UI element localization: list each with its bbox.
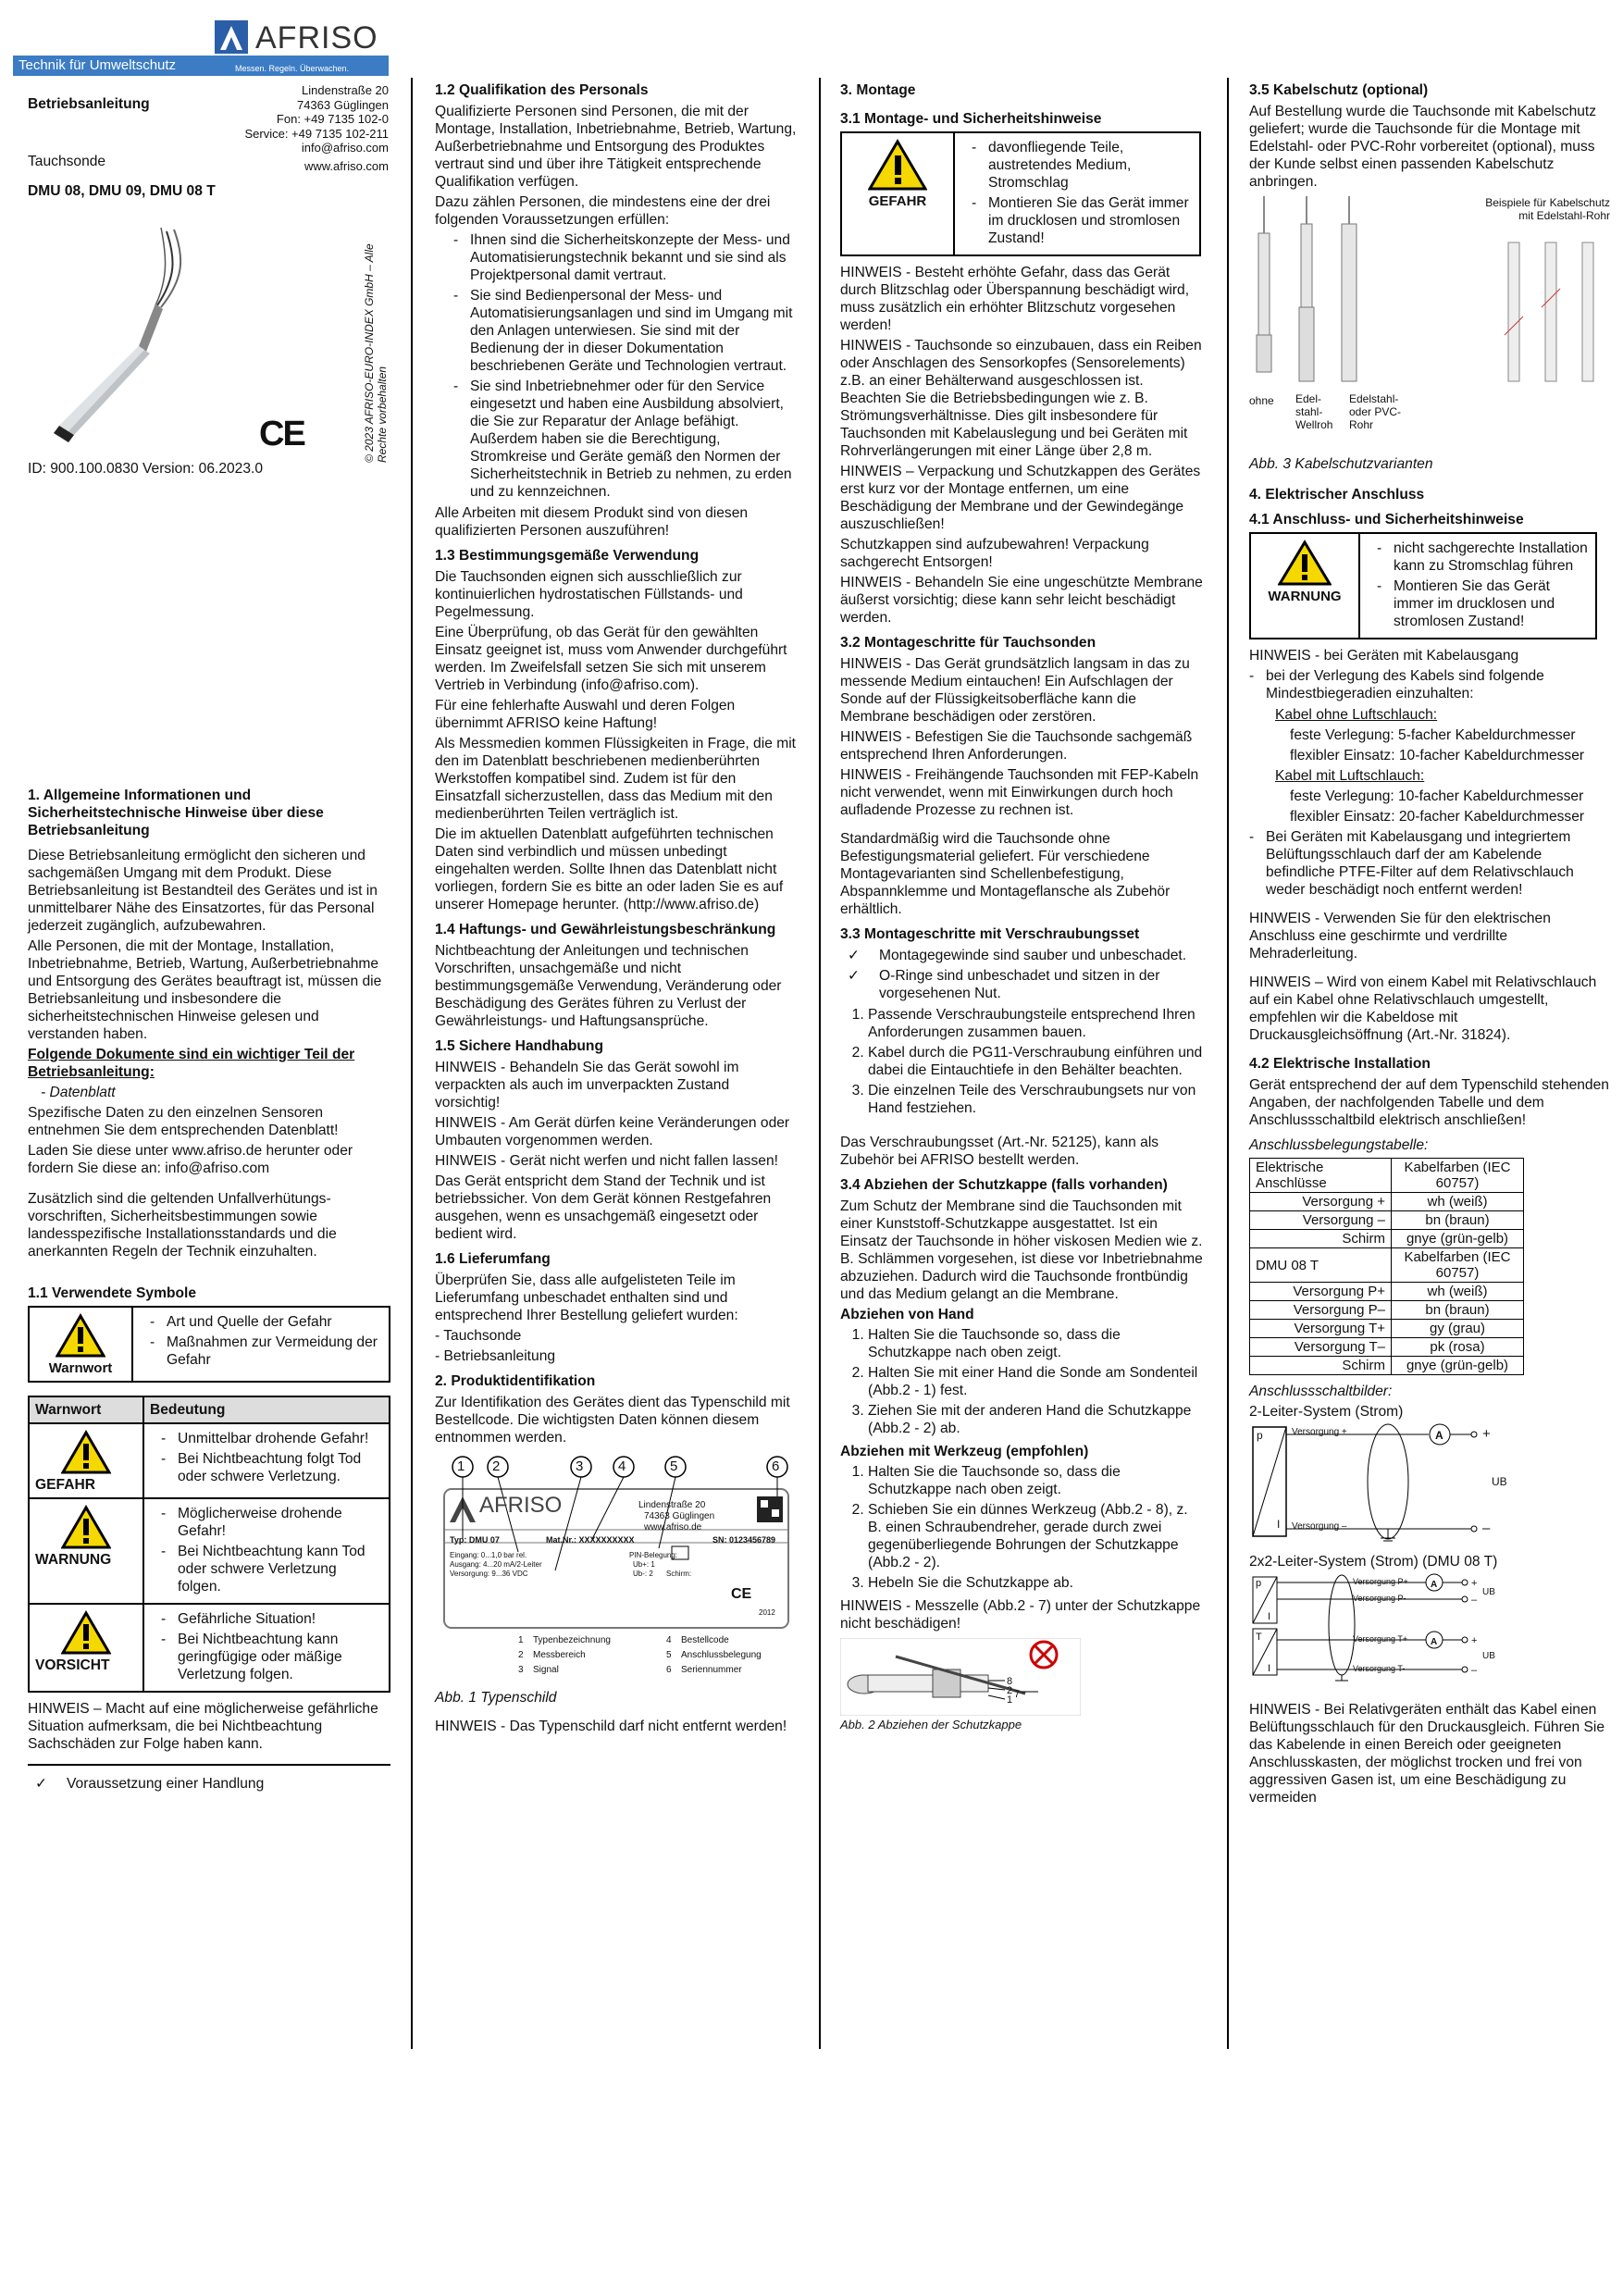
list-item: - Möglicherweise drohende Gefahr! [150,1505,383,1540]
step-item: 3. Ziehen Sie mit der anderen Hand die Schutzkappe (Abb.2 - 2) ab. [868,1402,1203,1437]
table-cell: Versorgung + [1250,1193,1392,1211]
hinweis-note: HINWEIS - bei Geräten mit Kabelausgang [1249,648,1519,664]
product-models: DMU 08, DMU 09, DMU 08 T [28,183,216,199]
diagram-label: p [1256,1578,1262,1589]
paragraph: Nichtbeachtung der Anleitungen und technischen Vorschriften, unsachgemäße und nicht bestimmungsgemäße Verwendung, Veränderung oder Beschädigung des Gerätes führen zu Verlust der Gewährleistungs- und Haftungsansprüche. [435,943,782,1029]
table-header: Bedeutung [143,1396,390,1423]
diagram-label: Versorgung P+ [1353,1577,1408,1586]
product-name: Tauchsonde [28,154,106,169]
list-item: - Tauchsonde [435,1328,522,1344]
paragraph: feste Verlegung: 10-facher Kabeldurchmesser [1290,788,1584,804]
table-cell: Versorgung P+ [1250,1283,1392,1301]
hinweis-note: HINWEIS - Das Gerät grundsätzlich langsam in das zu messende Medium eintauchen! Ein Aufschlagen der Sonde auf der Flüssigkeitsoberfläche kann die Membrane beschädigen oder zerstören. [840,656,1190,725]
table-cell: DMU 08 T [1250,1248,1392,1283]
figure-label: Edelstahl-oder PVC-Rohr [1349,392,1402,431]
address-block [231,83,389,173]
address-line: 74363 Güglingen [296,97,389,112]
figure-number: 7 [1014,1689,1021,1700]
step-item: 1. Halten Sie die Tauchsonde so, dass die Schutzkappe nach oben zeigt. [868,1326,1203,1361]
table-cell: gy (grau) [1392,1320,1524,1338]
paragraph: Auf Bestellung wurde die Tauchsonde mit Kabelschutz geliefert; wurde die Tauchsonde für die Montage mit Edelstahl- oder PVC-Rohr vorbereitet (optional), muss der Kunde selbst einen passenden Kabelschutz anbringen. [1249,104,1597,190]
paragraph: Eine Überprüfung, ob das Gerät für den gewählten Einsatz geeignet ist, muss vom Anwender durchgeführt werden. Im Zweifelsfall setzen Sie sich mit unserem Vertrieb in Verbindung (info@afriso.com). [435,625,787,693]
paragraph: flexibler Einsatz: 10-facher Kabeldurchmesser [1290,748,1585,763]
legend-num: 4 [666,1635,672,1645]
check-item: ✓ Montagegewinde sind sauber und unbeschadet. [840,947,1203,964]
table-cell [143,1423,390,1498]
hinweis-note: HINWEIS – Wird von einem Kabel mit Relativschlauch auf ein Kabel ohne Relativschlauch umgestellt, empfehlen wir die Kabeldose mit Druckausgleichsöffnung (Art.-Nr. 31824). [1249,974,1597,1043]
table-cell: wh (weiß) [1392,1193,1524,1211]
list-item: - Montieren Sie das Gerät immer im drucklosen und stromlosen Zustand! [1366,577,1590,630]
section-16-title: 1.6 Lieferumfang [435,1251,551,1267]
table-cell: pk (rosa) [1392,1338,1524,1357]
tool-title: Abziehen mit Werkzeug (empfohlen) [840,1444,1089,1459]
vorsicht-label: VORSICHT [35,1657,110,1673]
paragraph: Die im aktuellen Datenblatt aufgeführten technischen Daten sind verbindlich und müssen unbedingt eingehalten werden. Sollte Ihnen das Datenblatt nicht vorliegen, fordern Sie es bitte an oder laden Sie es auf unserer Homepage herunter. (http://www.afriso.de) [435,826,784,912]
figure-number: 1 [1007,1694,1013,1706]
plate-year: 2012 [759,1608,775,1617]
plate-eingang: Eingang: 0...1,0 bar rel. [450,1551,527,1559]
paragraph: Laden Sie diese unter www.afriso.de herunter oder fordern Sie diese an: info@afriso.com [28,1143,353,1176]
figure-label: Beispiele für Kabelschutz mit Edelstahl-Rohr [1485,196,1610,222]
gefahr-symbol [842,133,955,254]
plate-matnr: Mat.Nr.: XXXXXXXXXX [546,1535,635,1545]
legend-label: Bestellcode [681,1635,729,1645]
divider [28,1764,390,1766]
banner [13,56,389,76]
figure-label: ohne [1249,394,1274,407]
gefahr-label: GEFAHR [868,193,927,209]
list-item: - Art und Quelle der Gefahr [139,1313,383,1331]
callout-number: 6 [772,1458,780,1474]
paragraph: Qualifizierte Personen sind Personen, die mit der Montage, Installation, Inbetriebnahme, Betrieb, Wartung, Außerbetriebnahme und Entsorgung des Produktes vertraut sind und über ihre Tätigkeit entsprechende Qualifikation verfügen. [435,104,797,190]
list-item: - Sie sind Inbetriebnehmer oder für den Service eingesetzt und haben eine Ausbildung absolviert, die Sie zur Reparatur der Anlage befähigt. Außerdem haben sie die Berechtigung, Stromkreise und Geräte gemäß den Normen der Sicherheitstechnik in Betrieb zu nehmen, zu erden und zu kennzeichnen. [442,378,798,501]
diagram-label: UB [1492,1475,1507,1488]
figure-number: 8 [1007,1676,1013,1687]
paragraph: feste Verlegung: 5-facher Kabeldurchmesser [1290,727,1576,743]
section-1-title: 1. Allgemeine Informationen und Sicherheitstechnische Hinweise über diese Betriebsanleitung [28,788,324,838]
wiring-diagram-2x2wire [1249,1573,1527,1684]
diagram-label: – [1482,1520,1491,1536]
step-item: 2. Kabel durch die PG11-Verschraubung einführen und dabei die Eintauchtiefe in den Behälter beachten. [868,1044,1203,1079]
plate-ub-minus: Ub-: 2 [633,1570,653,1578]
section-3-title: 3. Montage [840,82,916,98]
diagram-label: I [1277,1518,1281,1531]
section-14-title: 1.4 Haftungs- und Gewährleistungsbeschränkung [435,922,776,937]
gefahr-cell [29,1423,143,1498]
hinweis-note: HINWEIS - Das Typenschild darf nicht entfernt werden! [435,1719,787,1734]
diagram-label: – [1471,1595,1478,1606]
step-item: 2. Halten Sie mit einer Hand die Sonde am Sondenteil (Abb.2 - 1) fest. [868,1364,1203,1399]
step-item: 3. Hebeln Sie die Schutzkappe ab. [868,1574,1203,1592]
figure-caption: Abb. 3 Kabelschutzvarianten [1249,456,1433,472]
list-item: - Bei Nichtbeachtung folgt Tod oder schwere Verletzung. [150,1450,383,1485]
gefahr-box [840,131,1201,256]
doc-item-label: Datenblatt [49,1085,116,1100]
plate-ausgang: Ausgang: 4...20 mA/2-Leiter [450,1560,542,1569]
table-cell: Versorgung P– [1250,1301,1392,1320]
section-35-title: 3.5 Kabelschutz (optional) [1249,82,1429,98]
table-cell: gnye (grün-gelb) [1392,1357,1524,1375]
cable-protection-figure [1249,196,1612,474]
symbol-legend-box [28,1306,390,1383]
diagram-label: I [1268,1663,1271,1674]
paragraph: Alle Arbeiten mit diesem Produkt sind von diesen qualifizierten Personen auszuführen! [435,505,749,539]
address-line: Service: +49 7135 102-211 [244,126,389,141]
warning-triangle-icon [868,139,927,191]
table-cell: Versorgung – [1250,1211,1392,1230]
list-item: - davonfliegende Teile, austretendes Medium, Stromschlag [960,139,1194,192]
product-image [37,222,241,444]
figure-number: 2 [1007,1685,1013,1696]
hinweis-note: HINWEIS - Tauchsonde so einzubauen, dass ein Reiben oder Anschlagen des Sensorkopfes (Sensorelements) z.B. an einer Behälterwand ausgeschlossen ist. Beachten Sie die Betriebsbedingungen wie z. B. Strömungsverhältnisse. Dies gilt insbesondere für Tauchsonden mit Kabelauslegung und bei Geräten mit Rohrverlängerungen mit einer Länge über 2,8 m. [840,338,1202,459]
column-1 [28,779,390,1796]
step-item: 3. Die einzelnen Teile des Verschraubungsets nur von Hand festziehen. [868,1082,1203,1117]
diagram-label: Versorgung – [1292,1521,1347,1532]
paragraph: Dazu zählen Personen, die mindestens eine der drei folgenden Voraussetzungen erfüllen: [435,194,771,228]
subheading [840,1306,1203,1323]
warning-triangle-icon [1278,540,1332,586]
list-item: - Maßnahmen zur Vermeidung der Gefahr [139,1334,383,1369]
section-42-title: 4.2 Elektrische Installation [1249,1056,1431,1072]
hinweis-note: HINWEIS - Verwenden Sie für den elektrischen Anschluss eine geschirmte und verdrillte Mehraderleitung. [1249,911,1551,962]
table-cell: Kabelfarben (IEC 60757) [1392,1159,1524,1193]
connection-table [1249,1158,1524,1375]
table-cell: wh (weiß) [1392,1283,1524,1301]
check-item: ✓ O-Ringe sind unbeschadet und sitzen in der vorgesehenen Nut. [840,967,1203,1002]
figure-label: Edel-stahl-Wellroh [1295,392,1333,431]
section-15-title: 1.5 Sichere Handhabung [435,1038,603,1054]
list-item: - Sie sind Bedienpersonal der Mess- und Automatisierungsanlagen und sind im Umgang mit den Anlagen unterwiesen. Sie sind mit der Bedienung der in dieser Dokumentation beschriebenen Geräte und Technologien vertraut. [442,287,798,375]
paragraph: Zur Identifikation des Gerätes dient das Typenschild mit Bestellcode. Die wichtigsten Daten können diesem entnommen werden. [435,1395,790,1446]
table-cell: Schirm [1250,1230,1392,1248]
diagram-title: 2-Leiter-System (Strom) [1249,1404,1404,1420]
table-cell: bn (braun) [1392,1211,1524,1230]
legend-label: Signal [533,1665,559,1675]
address-line: www.afriso.com [304,158,389,173]
legend-label: Seriennummer [681,1665,742,1675]
diagram-label: + [1471,1635,1478,1646]
section-34-title: 3.4 Abziehen der Schutzkappe (falls vorhanden) [840,1177,1168,1193]
warnung-text [1360,534,1595,638]
section-33-title: 3.3 Montageschritte mit Verschraubungsset [840,926,1140,942]
cap-removal-drawing [840,1638,1081,1716]
callout-number: 4 [618,1458,626,1474]
paragraph: Zusätzlich sind die geltenden Unfallverhütungs-vorschriften, Sicherheitsbestimmungen sowie landesspezifische Installationsstandards und die anerkannten Regeln der Technik einzuhalten. [28,1191,337,1260]
section-13-title: 1.3 Bestimmungsgemäße Verwendung [435,548,700,564]
address-line: Fon: +49 7135 102-0 [276,112,389,126]
address-line: Lindenstraße 20 [302,83,389,97]
paragraph: Das Gerät entspricht dem Stand der Technik und ist betriebssicher. Von dem Gerät können Restgefahren ausgehen, wenn es unsachgemäß eingesetzt oder bedient wird. [435,1173,772,1242]
diagram-label: + [1471,1578,1478,1589]
section-12-title: 1.2 Qualifikation des Personals [435,82,649,98]
cable-subheading: Kabel ohne Luftschlauch: [1275,707,1438,723]
address-line: info@afriso.com [301,141,389,155]
warning-triangle-icon [61,1610,111,1655]
table-cell: Elektrische Anschlüsse [1250,1159,1392,1193]
column-2 [435,78,798,1738]
figure-caption: Abb. 1 Typenschild [435,1690,557,1706]
section-2-title: 2. Produktidentifikation [435,1373,596,1389]
column-divider [1227,78,1229,2049]
copyright: © 2023 AFRISO-EURO-INDEX GmbH – Alle Rechte vorbehalten [363,243,389,463]
paragraph: Gerät entsprechend der auf dem Typenschild stehenden Angaben, der nachfolgenden Tabelle und dem Anschlussschaltbild elektrisch anschließen! [1249,1077,1609,1128]
doc-item: - Datenblatt [41,1085,116,1100]
callout-number: 2 [492,1458,501,1474]
warnung-label: WARNUNG [1268,589,1342,604]
banner-text: Technik für Umweltschutz [19,57,177,73]
hinweis-note: HINWEIS - Am Gerät dürfen keine Veränderungen oder Umbauten vorgenommen werden. [435,1115,790,1148]
legend-num: 5 [666,1650,672,1660]
list-item: - Montieren Sie das Gerät immer im drucklosen und stromlosen Zustand! [960,194,1194,247]
column-4 [1249,78,1612,1809]
paragraph: Standardmäßig wird die Tauchsonde ohne Befestigungsmaterial geliefert. Für verschiedene Montagevarianten sind Schellenbefestigung, Abspannklemme und Montageflansche als Zubehör erhältlich. [840,831,1171,917]
step-item: 1. Passende Verschraubungsteile entsprechend Ihren Anforderungen zusammen bauen. [868,1006,1203,1041]
symbol-legend-text [133,1308,389,1381]
plate-legend [518,1633,777,1678]
diagram-label: Versorgung + [1292,1427,1347,1437]
type-plate-figure [435,1456,798,1683]
diagram-label: T [1256,1632,1262,1643]
list-item: - Bei Nichtbeachtung kann Tod oder schwere Verletzung folgen. [150,1543,383,1595]
diagram-label: Versorgung T+ [1353,1634,1408,1644]
legend-num: 1 [518,1635,524,1645]
hinweis-note: HINWEIS - Besteht erhöhte Gefahr, dass das Gerät durch Blitzschlag oder Überspannung beschädigt wird, muss zusätzlich ein erhöhter Blitzschutz vorgesehen werden! [840,265,1190,333]
hinweis-note: HINWEIS - Behandeln Sie eine ungeschützte Membrane äußerst vorsichtig; diese kann sehr leicht beschädigt werden. [840,575,1203,626]
list-item: - Ihnen sind die Sicherheitskonzepte der Mess- und Automatisierungstechnik bekannt und sie sind als Projektpersonal damit vertraut. [442,231,798,284]
hinweis-note: HINWEIS - Freihängende Tauchsonden mit FEP-Kabeln nicht verwendet, wenn mit Einwirkungen durch hoch aufladende Prozesse zu rechnen ist. [840,767,1199,818]
table-caption: Anschlussbelegungstabelle: [1249,1137,1429,1153]
warnung-box [1249,532,1597,639]
legend-label: Messbereich [533,1650,586,1660]
step-item: 1. Halten Sie die Tauchsonde so, dass die Schutzkappe nach oben zeigt. [868,1463,1203,1498]
diagram-label: UB [1482,1651,1495,1661]
cap-removal-figure [840,1638,1081,1716]
plate-addr: Lindenstraße 20 [638,1500,706,1510]
callout-number: 5 [670,1458,678,1474]
plate-typ: Typ: DMU 07 [450,1535,500,1545]
diagram-label: p [1257,1429,1263,1442]
table-cell [143,1604,390,1692]
warnwort-symbol [30,1308,133,1381]
legend-label: Typenbezeichnung [533,1635,611,1645]
column-3 [840,78,1203,1736]
warning-triangle-icon [61,1505,111,1549]
paragraph: Schutzkappen sind aufzubewahren! Verpackung sachgerecht Entsorgen! [840,537,1149,570]
brand-logo [215,19,390,57]
plate-versorgung: Versorgung: 9...36 VDC [450,1570,528,1578]
hand-title: Abziehen von Hand [840,1307,974,1322]
legend-num: 2 [518,1650,524,1660]
list-item-label: Betriebsanleitung [443,1348,556,1364]
hinweis-note: HINWEIS - Gerät nicht werfen und nicht fallen lassen! [435,1153,778,1169]
plate-pin: PIN-Belegung: [629,1551,678,1559]
list-item: - bei der Verlegung des Kabels sind folgende Mindestbiegeradien einzuhalten: [1238,667,1612,702]
hinweis-note: HINWEIS – Macht auf eine möglicherweise gefährliche Situation aufmerksam, die bei Nichtbeachtung Sachschäden zur Folge haben kann. [28,1701,378,1752]
plate-web: www.afriso.de [644,1522,702,1533]
legend-num: 3 [518,1665,524,1675]
diagram-label: I [1268,1611,1271,1622]
list-item: - Bei Nichtbeachtung kann geringfügige oder mäßige Verletzung folgen. [150,1631,383,1683]
diagram-label: + [1482,1426,1491,1442]
gefahr-label: GEFAHR [35,1477,95,1493]
plate-brand: AFRISO [479,1493,563,1518]
table-cell: Schirm [1250,1357,1392,1375]
warnwort-label: Warnwort [48,1360,113,1376]
plate-sn: SN: 0123456789 [712,1535,776,1545]
hinweis-note: HINWEIS - Messzelle (Abb.2 - 7) unter der Schutzkappe nicht beschädigen! [840,1598,1201,1632]
warnung-cell [29,1498,143,1604]
vorsicht-cell [29,1604,143,1692]
table-cell: bn (braun) [1392,1301,1524,1320]
cable-subheading: Kabel mit Luftschlauch: [1275,768,1425,784]
paragraph: Alle Personen, die mit der Montage, Installation, Inbetriebnahme, Betrieb, Wartung, Außerbetriebnahme und Entsorgung des Gerätes beauftragt ist, müssen die Betriebsanleitung und insbesondere die sicherheitstechnischen Hinweise gelesen und verstanden haben. [28,938,382,1042]
hinweis-note: HINWEIS - Behandeln Sie das Gerät sowohl im verpackten als auch im unverpackten Zustand vorsichtig! [435,1060,739,1111]
section-41-title: 4.1 Anschluss- und Sicherheitshinweise [1249,512,1524,527]
check-item: ✓ Voraussetzung einer Handlung [28,1775,390,1793]
warnung-label: WARNUNG [35,1552,112,1568]
brand-name: AFRISO [255,20,378,56]
paragraph: Die Tauchsonden eignen sich ausschließlich zur kontinuierlichen hydrostatischen Füllstands- und Pegelmessung. [435,569,743,620]
subheading [840,1443,1203,1460]
legend-num: 6 [666,1665,672,1675]
column-divider [819,78,821,2049]
table-cell [143,1498,390,1604]
plate-ub-plus: Ub+: 1 [633,1560,655,1569]
step-item: 2. Schieben Sie ein dünnes Werkzeug (Abb.2 - 8), z. B. einen Schraubendreher, gerade durch zwei gegenüberliegende Bohrungen der Schutzkappe (Abb.2 - 2). [868,1501,1203,1571]
legend-label: Anschlussbelegung [681,1650,762,1660]
diagram-label: A [1431,1580,1438,1590]
table-cell: Versorgung T– [1250,1338,1392,1357]
diagram-label: A [1435,1429,1443,1442]
list-item: - Unmittelbar drohende Gefahr! [150,1430,383,1447]
section-4-title: 4. Elektrischer Anschluss [1249,487,1425,503]
document-id: ID: 900.100.0830 Version: 06.2023.0 [28,461,264,477]
doc-type: Betriebsanleitung [28,96,150,112]
diagram-label: Versorgung T- [1353,1664,1406,1673]
paragraph: Spezifische Daten zu den einzelnen Sensoren entnehmen Sie dem entsprechenden Datenblatt! [28,1105,339,1138]
paragraph: Für eine fehlerhafte Auswahl und deren Folgen übernimmt AFRISO keine Haftung! [435,698,736,731]
diagram-label: Versorgung P- [1353,1594,1406,1603]
list-item: - Betriebsanleitung [435,1348,556,1364]
plate-schirm: Schirm: [666,1570,692,1578]
paragraph: Als Messmedien kommen Flüssigkeiten in Frage, die mit den im Datenblatt beschriebenen medienberührten Werkstoffen kompatibel sind. Zudem ist für den Einsatzfall sicherzustellen, dass das Medium mit den medienberührten Teilen verträglich ist. [435,736,796,822]
column-divider [411,78,413,2049]
paragraph: Diese Betriebsanleitung ermöglicht den sicheren und sachgemäßen Umgang mit dem Produkt. Diese Betriebsanleitung ist Bestandteil des Gerätes und ist in unmittelbarer Nähe des Einsatzortes, für das Personal jederzeit zugänglich, aufzubewahren. [28,848,378,934]
callout-number: 3 [576,1458,584,1474]
plate-ce: CE [731,1586,752,1602]
warning-triangle-icon [61,1430,111,1474]
list-item-label: Tauchsonde [443,1328,522,1344]
list-item: - Bei Geräten mit Kabelausgang und integriertem Belüftungsschlauch darf der am Kabelende befindliche PTFE-Filter auf dem Relativschlauch weder beschädigt noch entfernt werden! [1238,828,1612,899]
table-cell: gnye (grün-gelb) [1392,1230,1524,1248]
signal-word-table [28,1396,390,1693]
list-item: - Gefährliche Situation! [150,1610,383,1628]
paragraph: Das Verschraubungsset (Art.-Nr. 52125), kann als Zubehör bei AFRISO bestellt werden. [840,1135,1159,1168]
list-item: - nicht sachgerechte Installation kann zu Stromschlag führen [1366,540,1590,575]
diagram-title: 2x2-Leiter-System (Strom) (DMU 08 T) [1249,1554,1498,1570]
banner-slogan: Messen. Regeln. Überwachen. [235,64,350,73]
section-11-title: 1.1 Verwendete Symbole [28,1285,197,1301]
gefahr-text [955,133,1199,254]
table-header: Warnwort [29,1396,143,1423]
ce-mark: CE [259,415,304,453]
diagram-label: A [1431,1637,1438,1647]
figure-caption: Abb. 2 Abziehen der Schutzkappe [840,1718,1022,1731]
cable-protection-drawing [1249,196,1612,474]
diagram-label: – [1471,1665,1478,1676]
table-cell: Kabelfarben (IEC 60757) [1392,1248,1524,1283]
diagram-label: UB [1482,1587,1495,1597]
hinweis-note: HINWEIS - Befestigen Sie die Tauchsonde sachgemäß entsprechend Ihren Anforderungen. [840,729,1193,763]
diagram-caption: Anschlussschaltbilder: [1249,1384,1393,1399]
hinweis-note: HINWEIS – Verpackung und Schutzkappen des Gerätes erst kurz vor der Montage entfernen, um eine Beschädigung der Membrane und der Gewindegänge auszuschließen! [840,464,1201,532]
hinweis-note: HINWEIS - Bei Relativgeräten enthält das Kabel einen Belüftungsschlauch für den Druckausgleich. Führen Sie das Kabelende in einen Bereich oder geeigneten Anschlusskasten, der möglichst trocken und frei von aggressiven Gasen ist, um eine Beschädigung zu vermeiden [1249,1702,1604,1806]
warning-triangle-icon [56,1313,105,1358]
section-32-title: 3.2 Montageschritte für Tauchsonden [840,635,1096,651]
docs-heading: Folgende Dokumente sind ein wichtiger Teil der Betriebsanleitung: [28,1047,355,1080]
table-cell: Versorgung T+ [1250,1320,1392,1338]
paragraph: flexibler Einsatz: 20-facher Kabeldurchmesser [1290,809,1585,825]
paragraph: Überprüfen Sie, dass alle aufgelisteten Teile im Lieferumfang unbeschadet enthalten sind und entsprechend Ihrer Bestellung geliefert wurden: [435,1272,738,1323]
callout-number: 1 [457,1458,465,1474]
warnung-symbol [1251,534,1360,638]
plate-addr: 74363 Güglingen [644,1511,715,1521]
section-31-title: 3.1 Montage- und Sicherheitshinweise [840,111,1102,127]
wiring-diagram-2wire [1249,1423,1527,1544]
paragraph: Zum Schutz der Membrane sind die Tauchsonden mit einer Kunststoff-Schutzkappe ausgestattet. Ist ein Einsatz der Tauchsonde in höher viskosen Medien wie z. B. Schlämmen vorgesehen, ist diese vor Inbetriebnahme abzuziehen. Dadurch wird die Tauchsonde frontbündig und das Medium gelangt an die Membrane. [840,1198,1203,1302]
